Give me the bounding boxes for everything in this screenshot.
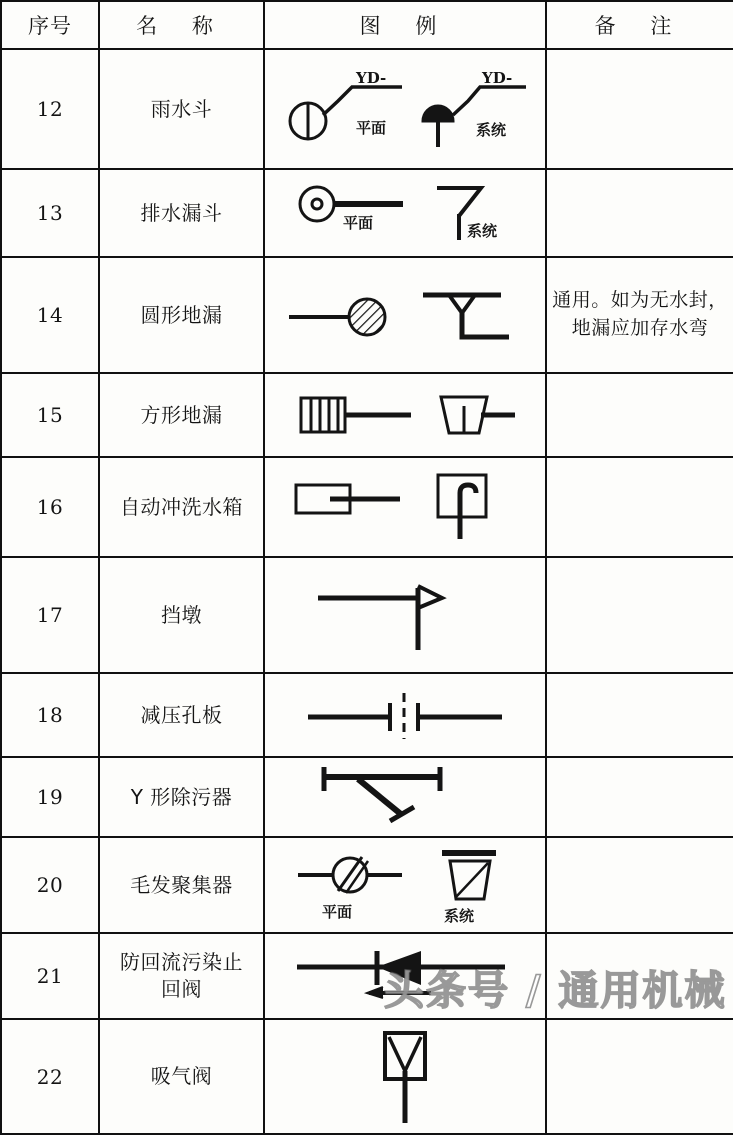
automatic-flushing-cistern-symbol — [286, 467, 524, 547]
row-number: 22 — [1, 1019, 99, 1134]
row-remark — [546, 169, 733, 257]
table-row — [1, 1019, 733, 1134]
table-row — [1, 837, 733, 933]
row-symbol — [264, 457, 546, 557]
table-row — [1, 373, 733, 457]
symbol-label-yd-system: YD- — [482, 69, 513, 87]
row-symbol — [264, 933, 546, 1019]
table-row — [1, 169, 733, 257]
row-remark — [546, 1019, 733, 1134]
pressure-reducing-orifice-plate-symbol — [302, 687, 508, 743]
symbol-label-plan: 平面 — [322, 903, 353, 921]
hair-collector-symbol — [292, 843, 518, 927]
symbol-label-system: 系统 — [444, 907, 475, 925]
row-remark — [546, 457, 733, 557]
row-name: 排水漏斗 — [99, 169, 264, 257]
air-admittance-valve-symbol — [345, 1027, 465, 1127]
row-remark — [546, 557, 733, 673]
row-symbol — [264, 49, 546, 169]
row-name: 雨水斗 — [99, 49, 264, 169]
row-name: 吸气阀 — [99, 1019, 264, 1134]
row-symbol — [264, 557, 546, 673]
row-number: 15 — [1, 373, 99, 457]
row-symbol — [264, 673, 546, 757]
table-row — [1, 257, 733, 373]
row-name-line-1: 防回流污染止 — [120, 950, 243, 974]
square-floor-drain-symbol — [287, 386, 523, 444]
row-symbol — [264, 257, 546, 373]
row-name: 自动冲洗水箱 — [99, 457, 264, 557]
row-remark — [546, 49, 733, 169]
row-number: 14 — [1, 257, 99, 373]
column-header-name: 名 称 — [99, 1, 264, 49]
column-header-symbol: 图 例 — [264, 1, 546, 49]
row-remark — [546, 933, 733, 1019]
row-number: 21 — [1, 933, 99, 1019]
table-row — [1, 49, 733, 169]
row-name — [99, 933, 264, 1019]
column-header-remark: 备 注 — [546, 1, 733, 49]
table-row — [1, 457, 733, 557]
row-number: 18 — [1, 673, 99, 757]
table-header-row — [1, 1, 733, 49]
row-name-line-2: 回阀 — [161, 977, 202, 1001]
row-symbol — [264, 757, 546, 837]
drainage-funnel-symbol — [285, 178, 525, 248]
row-name: 圆形地漏 — [99, 257, 264, 373]
row-symbol — [264, 373, 546, 457]
y-type-strainer-symbol — [310, 763, 500, 831]
table-row — [1, 673, 733, 757]
row-remark — [546, 373, 733, 457]
table-row — [1, 757, 733, 837]
round-floor-drain-symbol — [283, 275, 527, 355]
table-row — [1, 933, 733, 1019]
symbol-label-system: 系统 — [476, 121, 507, 139]
row-symbol — [264, 169, 546, 257]
thrust-block-symbol — [310, 572, 500, 658]
row-remark — [546, 757, 733, 837]
anti-backflow-check-valve-symbol — [291, 945, 519, 1007]
row-remark — [546, 837, 733, 933]
column-header-no: 序号 — [1, 1, 99, 49]
row-number: 12 — [1, 49, 99, 169]
row-name: 方形地漏 — [99, 373, 264, 457]
symbol-label-plan: 平面 — [356, 119, 387, 137]
row-name: 毛发聚集器 — [99, 837, 264, 933]
row-remark — [546, 673, 733, 757]
row-number: 13 — [1, 169, 99, 257]
row-number: 17 — [1, 557, 99, 673]
row-number: 20 — [1, 837, 99, 933]
row-symbol — [264, 837, 546, 933]
row-number: 19 — [1, 757, 99, 837]
row-number: 16 — [1, 457, 99, 557]
symbol-label-yd-plan: YD- — [356, 69, 387, 87]
row-symbol — [264, 1019, 546, 1134]
symbol-label-system: 系统 — [467, 222, 498, 240]
symbol-label-plan: 平面 — [343, 214, 374, 232]
row-name: 减压孔板 — [99, 673, 264, 757]
row-name: 挡墩 — [99, 557, 264, 673]
table-row — [1, 557, 733, 673]
rainwater-scupper-symbol — [280, 63, 530, 155]
row-remark: 通用。如为无水封，地漏应加存水弯 — [546, 257, 733, 373]
row-name: Y 形除污器 — [99, 757, 264, 837]
